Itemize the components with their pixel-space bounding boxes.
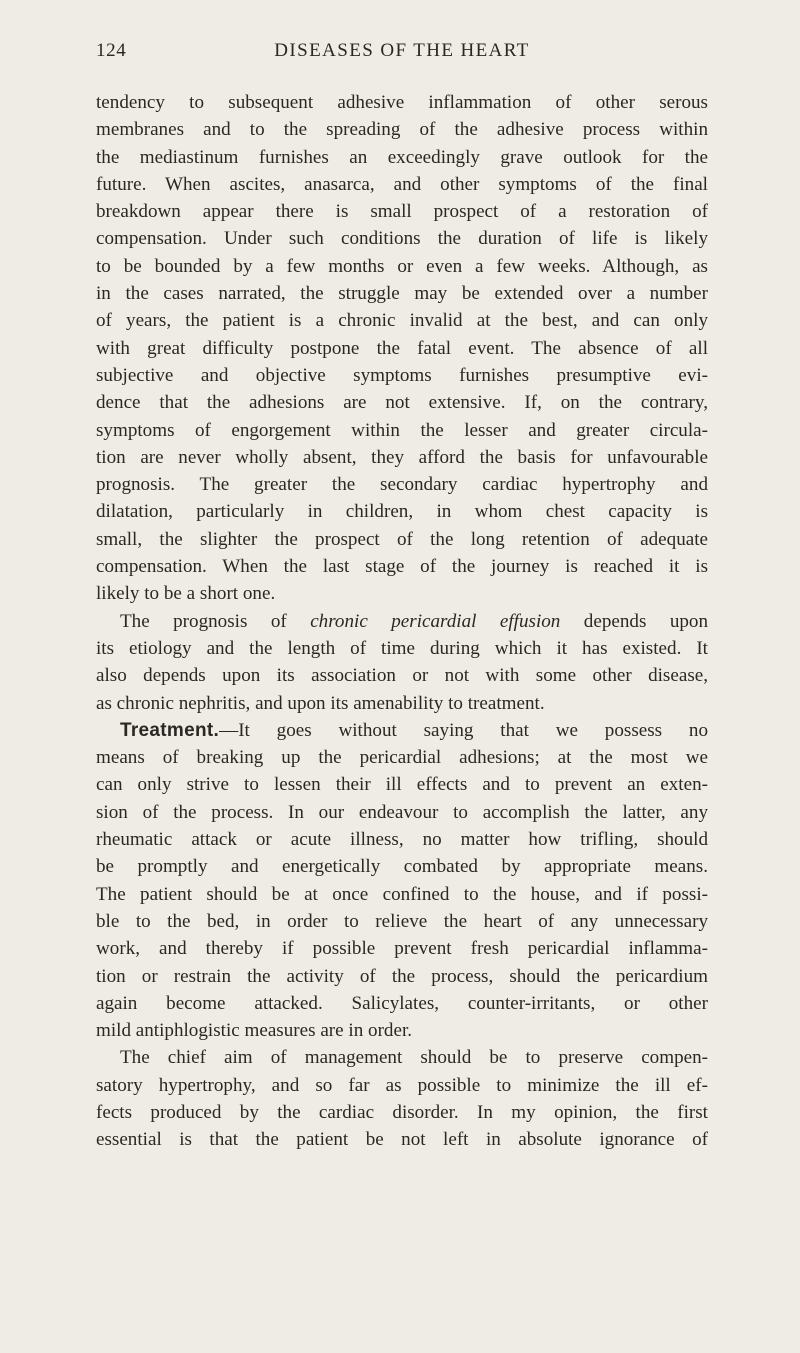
text-line: with great difficulty postpone the fatal event. The absence of all bbox=[96, 337, 708, 359]
text-line: the mediastinum furnishes an exceedingly grave outlook for the bbox=[96, 146, 708, 168]
text-line: dilatation, particularly in children, in whom chest capacity is bbox=[96, 501, 708, 523]
text-line: essential is that the patient be not left in absolute ignorance of bbox=[96, 1129, 708, 1151]
text-line: membranes and to the spreading of the adhesive process within bbox=[96, 119, 708, 141]
paragraph-start-line bbox=[96, 608, 708, 635]
paragraph-start-line bbox=[96, 717, 708, 744]
text-line: satory hypertrophy, and so far as possible to minimize the ill ef- bbox=[96, 1074, 708, 1096]
text-line: subjective and objective symptoms furnishes presumptive evi- bbox=[96, 364, 708, 386]
text-line: mild antiphlogistic measures are in order. bbox=[96, 1020, 413, 1042]
text-line: tendency to subsequent adhesive inflammation of other serous bbox=[96, 92, 708, 113]
text-line: likely to be a short one. bbox=[96, 583, 276, 605]
text-line: future. When ascites, anasarca, and other symptoms of the final bbox=[96, 173, 708, 195]
text-line: dence that the adhesions are not extensive. If, on the contrary, bbox=[96, 392, 708, 414]
text-line: again become attacked. Salicylates, counter-irritants, or other bbox=[96, 992, 708, 1014]
text-line: be promptly and energetically combated by appropriate means. bbox=[96, 856, 708, 878]
text-line: sion of the process. In our endeavour to accomplish the latter, any bbox=[96, 801, 708, 823]
text-line: its etiology and the length of time during which it has existed. It bbox=[96, 637, 708, 659]
text-line: symptoms of engorgement within the lesser and greater circula- bbox=[96, 419, 708, 441]
body-text bbox=[96, 89, 708, 1154]
running-title: DISEASES OF THE HEART bbox=[274, 40, 530, 61]
text-line: breakdown appear there is small prospect of a restoration of bbox=[96, 201, 708, 223]
section-heading: Treatment. bbox=[120, 719, 220, 741]
text-line: tion or restrain the activity of the process, should the pericardium bbox=[96, 965, 708, 987]
line-segment: The prognosis of bbox=[120, 610, 311, 632]
line-segment: —It goes without saying that we possess no bbox=[219, 719, 708, 741]
line-segment: depends upon bbox=[560, 610, 709, 632]
text-line: small, the slighter the prospect of the long retention of adequate bbox=[96, 528, 708, 550]
text-line: fects produced by the cardiac disorder. In my opinion, the first bbox=[96, 1101, 708, 1123]
text-line: compensation. Under such conditions the duration of life is likely bbox=[96, 228, 708, 250]
text-line: can only strive to lessen their ill effects and to prevent an exten- bbox=[96, 774, 708, 796]
text-line: also depends upon its association or not with some other disease, bbox=[96, 665, 708, 687]
text-line: of years, the patient is a chronic invalid at the best, and can only bbox=[96, 310, 708, 332]
paragraph-start-line: The chief aim of management should be to preserve compen- bbox=[120, 1047, 708, 1069]
text-line: means of breaking up the pericardial adhesions; at the most we bbox=[96, 747, 708, 769]
running-head bbox=[96, 40, 708, 68]
text-line: prognosis. The greater the secondary cardiac hypertrophy and bbox=[96, 474, 708, 496]
text-line: work, and thereby if possible prevent fresh pericardial inflamma- bbox=[96, 938, 708, 960]
text-line: The patient should be at once confined to the house, and if possi- bbox=[96, 883, 708, 905]
text-line: tion are never wholly absent, they afford the basis for unfavourable bbox=[96, 446, 708, 468]
text-line: as chronic nephritis, and upon its amenability to treatment. bbox=[96, 692, 545, 714]
text-line: to be bounded by a few months or even a few weeks. Although, as bbox=[96, 255, 708, 277]
text-line: rheumatic attack or acute illness, no matter how trifling, should bbox=[96, 829, 708, 851]
italic-term: chronic pericardial effusion bbox=[310, 610, 561, 632]
text-line: ble to the bed, in order to relieve the heart of any unnecessary bbox=[96, 910, 708, 932]
text-line: compensation. When the last stage of the journey is reached it is bbox=[96, 556, 708, 578]
text-line: in the cases narrated, the struggle may be extended over a number bbox=[96, 283, 708, 305]
page-number: 124 bbox=[96, 40, 127, 61]
